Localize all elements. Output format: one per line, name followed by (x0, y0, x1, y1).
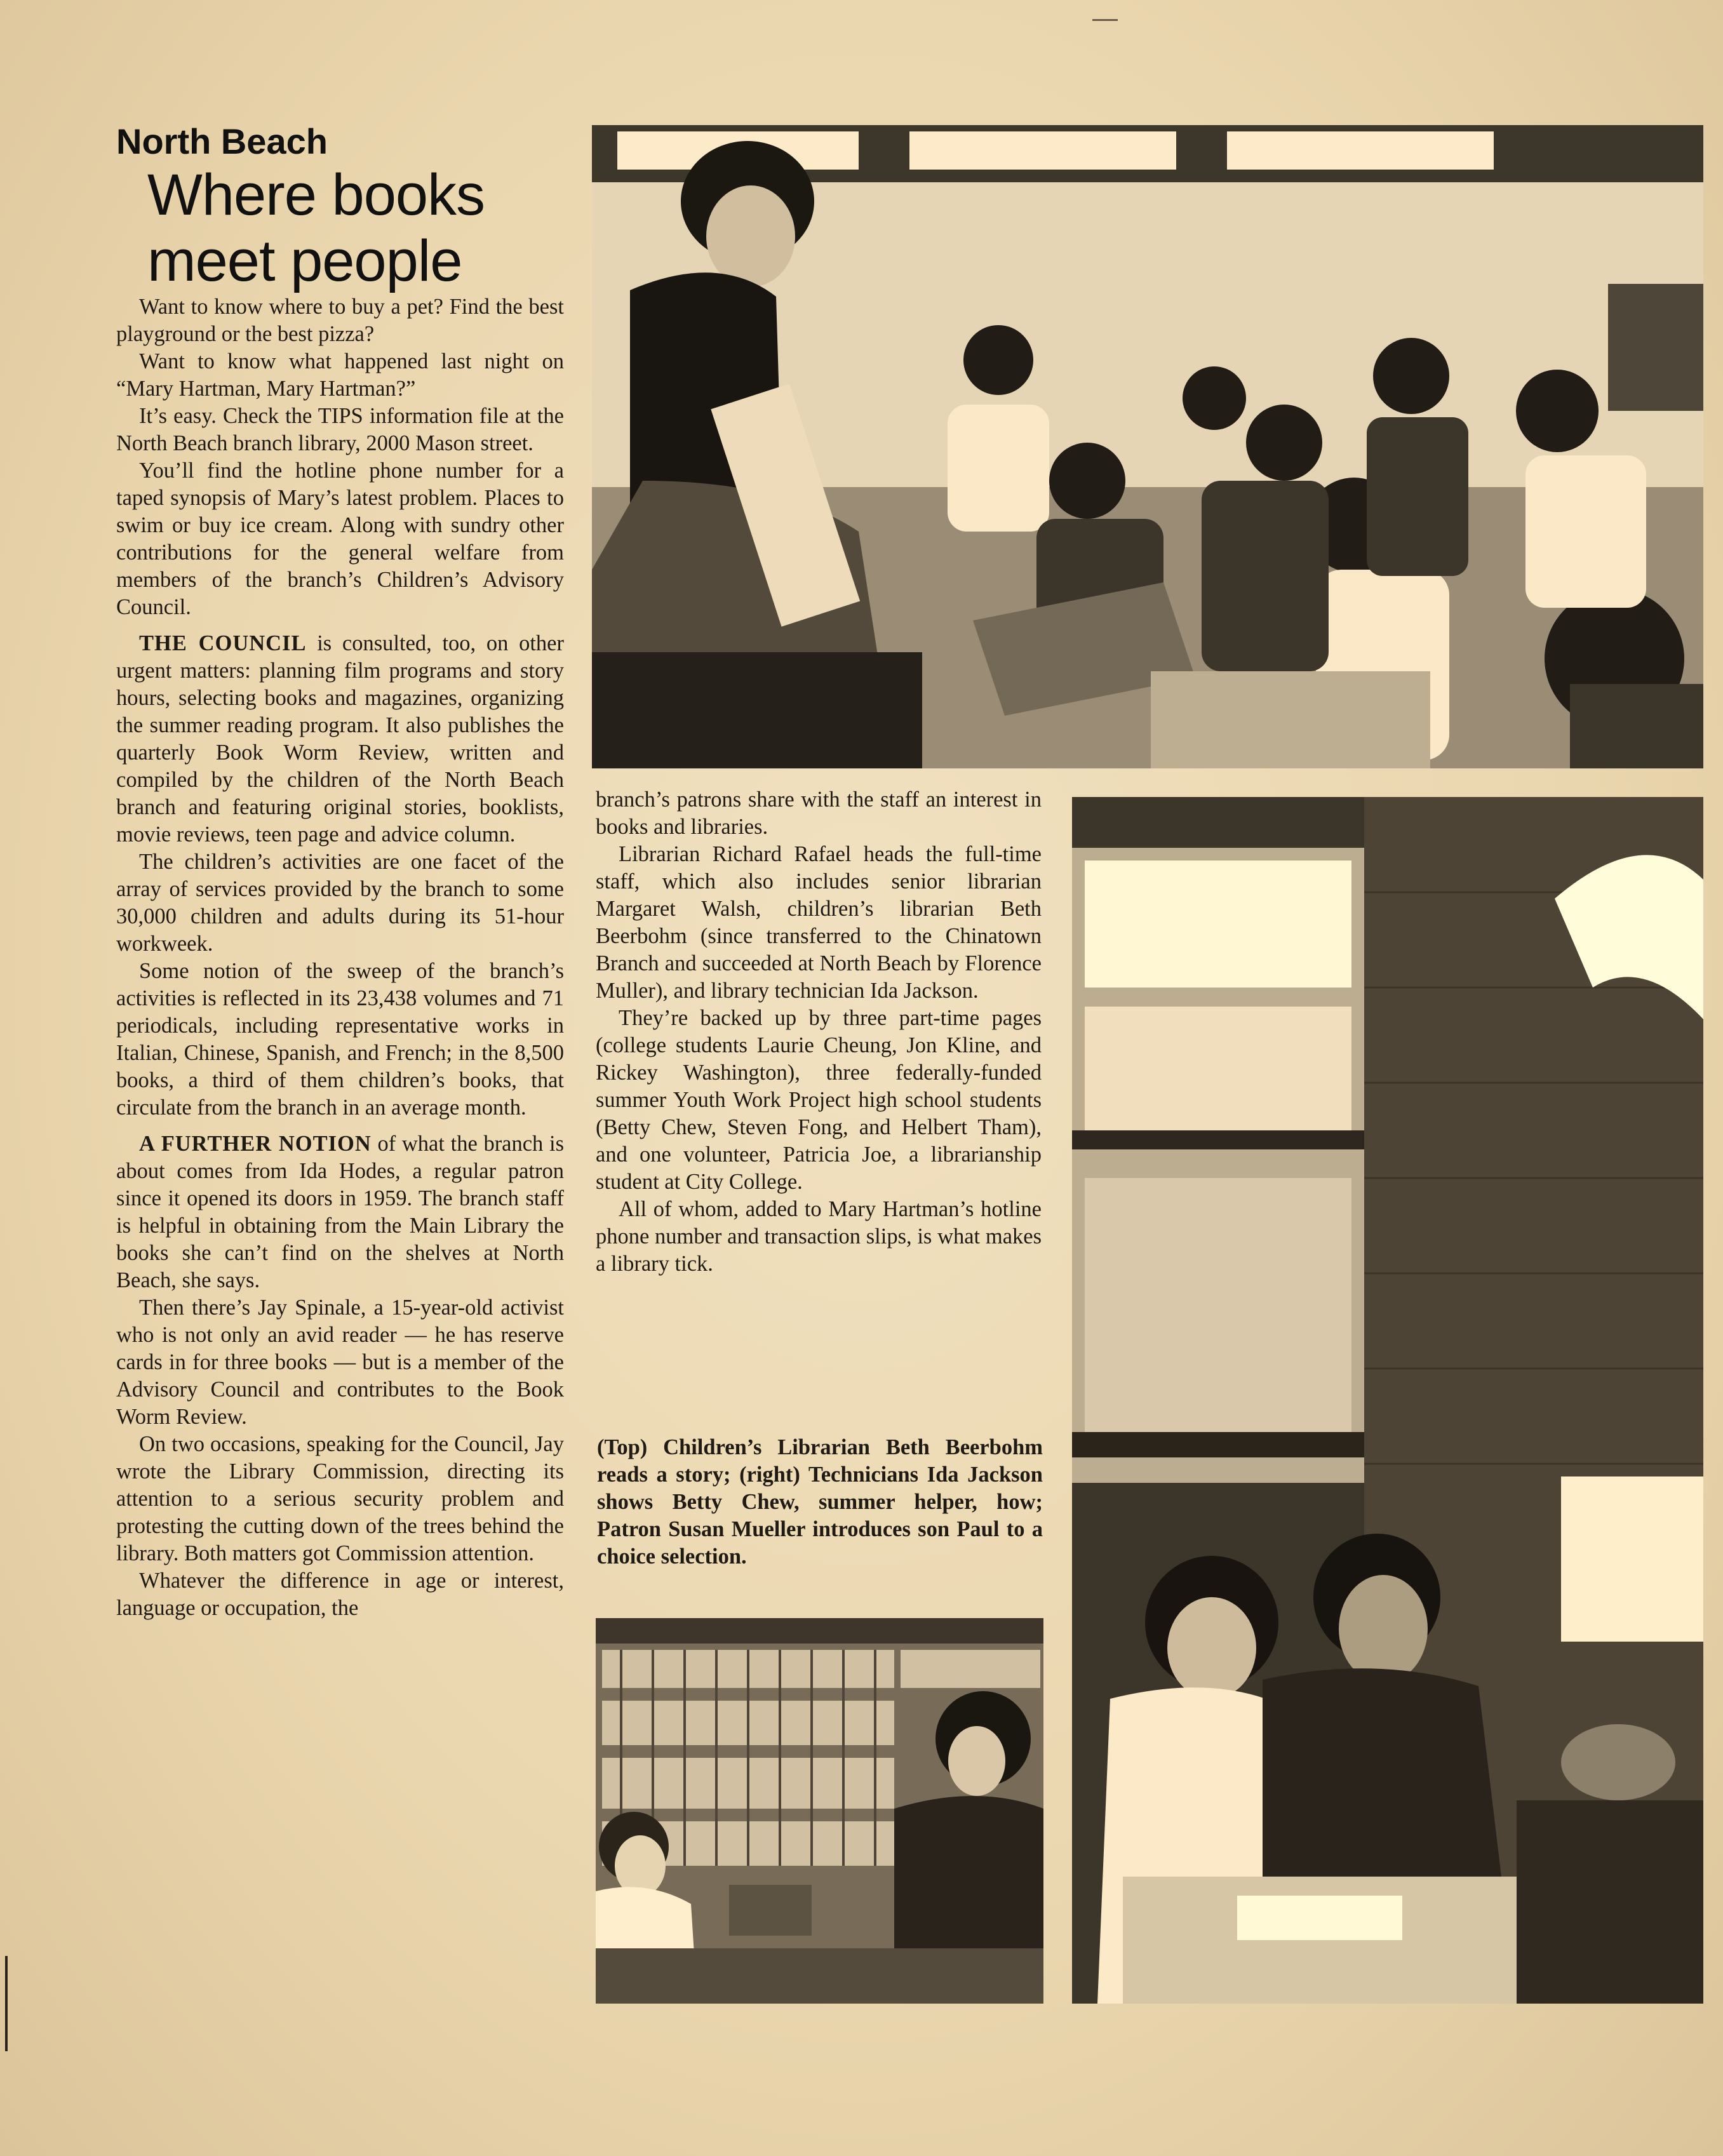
photo-story-hour (592, 125, 1703, 768)
paragraph-further (116, 1130, 564, 1294)
paragraph: Librarian Richard Rafael heads the full-time staff, which also includes senior librarian Margaret Walsh, children’s librarian Beth Beerbohm (since transferred to the Chinatown Branch and succeeded at North Beach by Florence Muller), and library technician Ida Jackson. (596, 842, 1042, 1003)
paragraph: branch’s patrons share with the staff an interest in books and libraries. (596, 787, 1042, 839)
paragraph-council (116, 630, 564, 848)
article-column-1 (116, 293, 564, 1622)
paragraph: It’s easy. Check the TIPS information file at the North Beach branch library, 2000 Mason street. (116, 404, 564, 455)
paragraph-text: of what the branch is about comes from Ida Hodes, a regular patron since it opened its doors in 1959. The branch staff is helpful in obtaining from the Main Library the books she can’t find on the shelves at North Beach, she says. (116, 1132, 564, 1292)
paragraph: All of whom, added to Mary Hartman’s hotline phone number and transaction slips, is what makes a library tick. (596, 1197, 1042, 1276)
paragraph: On two occasions, speaking for the Council, Jay wrote the Library Commission, directing its attention to a serious security problem and protesting the cutting down of the trees behind the library. Both matters got Commission attention. (116, 1432, 564, 1565)
paragraph: Some notion of the sweep of the branch’s activities is reflected in its 23,438 volumes and 71 periodicals, including representative works in Italian, Chinese, Spanish, and French; in the 8,500 books, a third of them children’s books, that circulate from the branch in an average month. (116, 959, 564, 1120)
headline: Where books meet people (147, 163, 485, 293)
section-kicker: North Beach (116, 121, 328, 161)
paragraph: Then there’s Jay Spinale, a 15-year-old activist who is not only an avid reader — he has reserve cards in for three books — but is a member of the Advisory Council and contributes to the Book Worm Review. (116, 1296, 564, 1429)
runin-heading: THE COUNCIL (139, 631, 307, 655)
article-column-2 (596, 786, 1042, 1278)
paragraph: You’ll find the hotline phone number for a taped synopsis of Mary’s latest problem. Places to swim or buy ice cream. Along with sundry other contributions for the general welfare from members of the branch’s Children’s Advisory Council. (116, 459, 564, 619)
photo-caption: (Top) Children’s Librarian Beth Beerbohm reads a story; (right) Technicians Ida Jackson shows Betty Chew, summer helper, how; Patron Susan Mueller introduces son Paul to a choice selection. (597, 1435, 1043, 1569)
paragraph: The children’s activities are one facet of the array of services provided by the branch to some 30,000 children and adults during its 51-hour workweek. (116, 850, 564, 956)
paragraph: Want to know where to buy a pet? Find the best playground or the best pizza? (116, 295, 564, 346)
paragraph: Whatever the difference in age or interest, language or occupation, the (116, 1569, 564, 1620)
page-mark (1092, 19, 1118, 21)
paragraph: Want to know what happened last night on “Mary Hartman, Mary Hartman?” (116, 349, 564, 401)
paragraph: They’re backed up by three part-time pages (college students Laurie Cheung, Jon Kline, and Rickey Washington), three federally-funded summer Youth Work Project high school students (Betty Chew, Steven Fong, and Helbert Tham), and one volunteer, Patricia Joe, a librarianship student at City College. (596, 1006, 1042, 1194)
edge-line (5, 1956, 8, 2051)
photo-technicians (1072, 797, 1703, 2004)
photo-patron-and-son (596, 1618, 1043, 2004)
paragraph-text: is consulted, too, on other urgent matters: planning film programs and story hours, selecting books and magazines, organizing the summer reading program. It also publishes the quarterly Book Worm Review, written and compiled by the children of the North Beach branch and featuring original stories, booklists, movie reviews, teen page and advice column. (116, 631, 564, 847)
runin-heading: A FURTHER NOTION (139, 1132, 372, 1156)
